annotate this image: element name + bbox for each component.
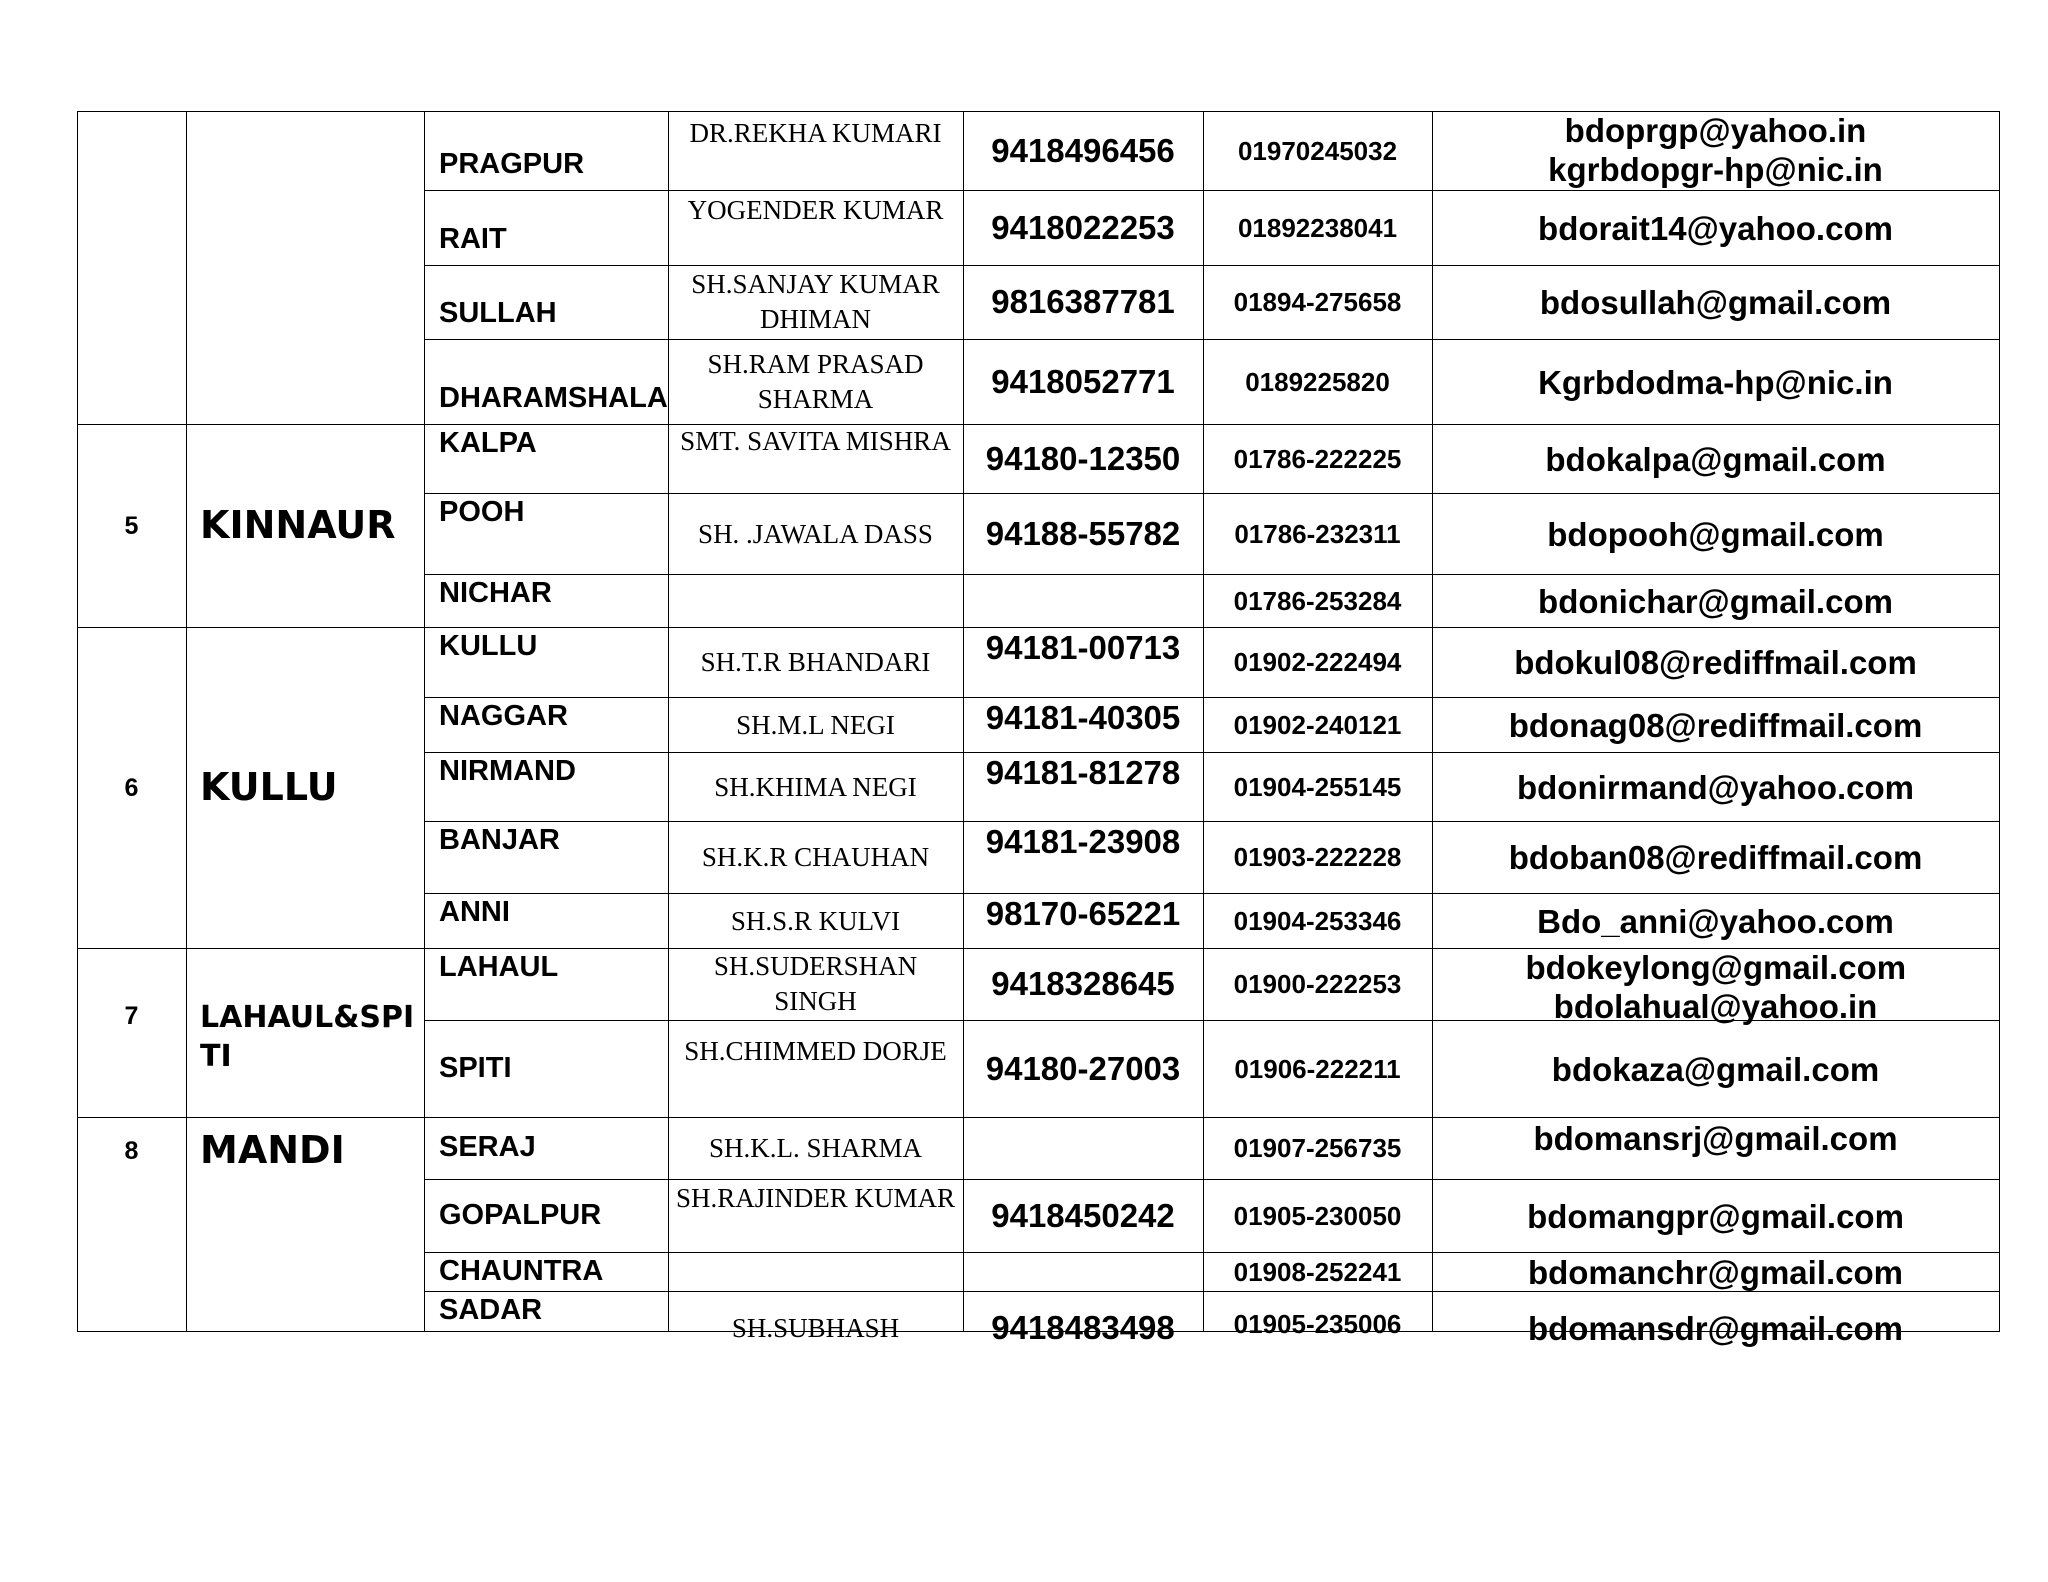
officer-name: SMT. SAVITA MISHRA (680, 425, 951, 456)
email-address[interactable]: bdoban08@rediffmail.com (1508, 839, 1923, 876)
landline-number: 01907-256735 (1233, 1133, 1402, 1163)
landline-number: 01902-222494 (1233, 647, 1402, 677)
mobile-number: 9418496456 (991, 131, 1175, 169)
email-address[interactable]: bdokeylong@gmail.com bdolahual@yahoo.in (1525, 949, 1907, 1025)
block-name: RAIT (439, 223, 507, 255)
block-name: GOPALPUR (439, 1198, 602, 1231)
landline-number: 01900-222253 (1233, 969, 1402, 999)
block-name: BANJAR (439, 824, 560, 856)
block-name: ANNI (439, 896, 510, 928)
landline-number: 01786-232311 (1234, 518, 1401, 549)
email-address[interactable]: bdomansdr@gmail.com (1527, 1310, 1904, 1347)
row-rule (424, 574, 2000, 575)
email-address[interactable]: bdonag08@rediffmail.com (1508, 706, 1923, 744)
block-name: DHARAMSHALA (439, 382, 668, 414)
email-address[interactable]: bdomansrj@gmail.com (1533, 1120, 1898, 1157)
block-name: SADAR (439, 1294, 543, 1326)
landline-number: 01904-253346 (1233, 905, 1402, 936)
landline-number: 01908-252241 (1233, 1256, 1402, 1287)
mobile-number: 94181-40305 (985, 699, 1181, 736)
email-address[interactable]: bdokaza@gmail.com (1551, 1050, 1880, 1088)
mobile-number: 9418483498 (991, 1309, 1175, 1346)
officer-name: SH.M.L NEGI (736, 709, 895, 740)
block-name: PRAGPUR (439, 148, 585, 180)
block-name: LAHAUL (439, 951, 559, 983)
landline-number: 01894-275658 (1233, 287, 1402, 317)
email-address[interactable]: bdomanchr@gmail.com (1527, 1253, 1904, 1291)
row-rule (424, 821, 2000, 822)
serial-number: 8 (124, 1137, 139, 1165)
row-rule (424, 893, 2000, 894)
row-rule (77, 627, 2000, 628)
district-name: MANDI (200, 1128, 345, 1172)
landline-number: 01786-222225 (1233, 443, 1402, 474)
column-rule (424, 111, 425, 1332)
column-rule (668, 111, 669, 1332)
block-name: SPITI (439, 1051, 512, 1084)
email-address[interactable]: bdopooh@gmail.com (1547, 515, 1884, 553)
email-address[interactable]: bdorait14@yahoo.com (1538, 209, 1893, 247)
landline-number: 01892238041 (1237, 212, 1398, 243)
mobile-number: 94181-23908 (985, 823, 1181, 860)
district-name: LAHAUL&SPITI (200, 1000, 415, 1074)
row-rule (424, 190, 2000, 191)
row-rule (424, 1179, 2000, 1180)
email-address[interactable]: Bdo_anni@yahoo.com (1537, 902, 1894, 940)
officer-name: YOGENDER KUMAR (687, 194, 944, 225)
serial-number: 7 (124, 1002, 139, 1030)
officer-name: SH.K.L. SHARMA (708, 1133, 923, 1163)
landline-number: 01904-255145 (1233, 771, 1402, 802)
mobile-number: 94181-81278 (985, 754, 1181, 791)
officer-name: SH.K.R CHAUHAN (701, 842, 930, 872)
email-address[interactable]: bdokalpa@gmail.com (1545, 440, 1886, 478)
email-address[interactable]: bdonichar@gmail.com (1538, 582, 1893, 620)
email-address[interactable]: bdoprgp@yahoo.in kgrbdopgr-hp@nic.in (1548, 112, 1883, 188)
serial-number: 5 (124, 511, 139, 540)
block-name: NICHAR (439, 577, 552, 609)
block-name: SULLAH (439, 297, 557, 329)
mobile-number: 9418328645 (991, 965, 1175, 1002)
officer-name: SH.S.R KULVI (730, 905, 901, 936)
row-rule (77, 1117, 2000, 1118)
landline-number: 01902-240121 (1233, 709, 1402, 740)
landline-number: 0189225820 (1245, 366, 1390, 397)
column-rule (186, 111, 187, 1332)
mobile-number: 9418052771 (991, 362, 1175, 400)
mobile-number: 9816387781 (991, 283, 1175, 320)
mobile-number: 94180-27003 (985, 1049, 1181, 1087)
email-address[interactable]: bdokul08@rediffmail.com (1514, 644, 1917, 681)
officer-name: SH.RAJINDER KUMAR (675, 1182, 956, 1213)
landline-number: 01970245032 (1237, 135, 1398, 166)
officer-name: SH.KHIMA NEGI (714, 771, 917, 802)
officer-name: DR.REKHA KUMARI (689, 117, 942, 148)
row-rule (424, 339, 2000, 340)
officer-name: SH.CHIMMED DORJE (684, 1035, 947, 1066)
mobile-number: 98170-65221 (985, 895, 1181, 932)
block-name: SERAJ (439, 1131, 536, 1163)
landline-number: 01906-222211 (1234, 1053, 1401, 1084)
email-address[interactable]: Kgrbdodma-hp@nic.in (1538, 363, 1893, 401)
serial-number: 6 (124, 773, 139, 802)
officer-name: SH.T.R BHANDARI (700, 647, 931, 677)
officer-name: SH. .JAWALA DASS (698, 518, 933, 549)
mobile-number: 94180-12350 (985, 439, 1181, 477)
officer-name: SH.SUBHASH (731, 1313, 900, 1343)
landline-number: 01786-253284 (1233, 585, 1402, 616)
row-rule (424, 752, 2000, 753)
officer-name: SH.SUDERSHAN SINGH (713, 951, 918, 1016)
row-rule (424, 697, 2000, 698)
block-name: NIRMAND (439, 755, 576, 787)
row-rule (77, 424, 2000, 425)
block-name: KULLU (439, 630, 538, 662)
row-rule (424, 265, 2000, 266)
row-rule (424, 493, 2000, 494)
block-name: KALPA (439, 427, 537, 459)
mobile-number: 94188-55782 (985, 514, 1181, 552)
district-name: KULLU (200, 764, 338, 809)
mobile-number: 9418022253 (991, 208, 1175, 246)
district-name: KINNAUR (200, 502, 396, 547)
block-name: CHAUNTRA (439, 1254, 604, 1287)
block-name: POOH (439, 496, 525, 528)
officer-name: SH.RAM PRASAD SHARMA (707, 348, 924, 414)
email-address[interactable]: bdonirmand@yahoo.com (1516, 768, 1915, 806)
landline-number: 01903-222228 (1233, 842, 1402, 872)
landline-number: 01905-235006 (1233, 1309, 1402, 1339)
mobile-number: 9418450242 (991, 1196, 1175, 1234)
officer-name: SH.SANJAY KUMAR DHIMAN (691, 269, 940, 334)
mobile-number: 94181-00713 (985, 629, 1181, 666)
landline-number: 01905-230050 (1233, 1200, 1402, 1231)
email-address[interactable]: bdomangpr@gmail.com (1527, 1197, 1904, 1235)
email-address[interactable]: bdosullah@gmail.com (1539, 284, 1892, 321)
block-name: NAGGAR (439, 700, 568, 732)
column-rule (1999, 111, 2000, 1332)
